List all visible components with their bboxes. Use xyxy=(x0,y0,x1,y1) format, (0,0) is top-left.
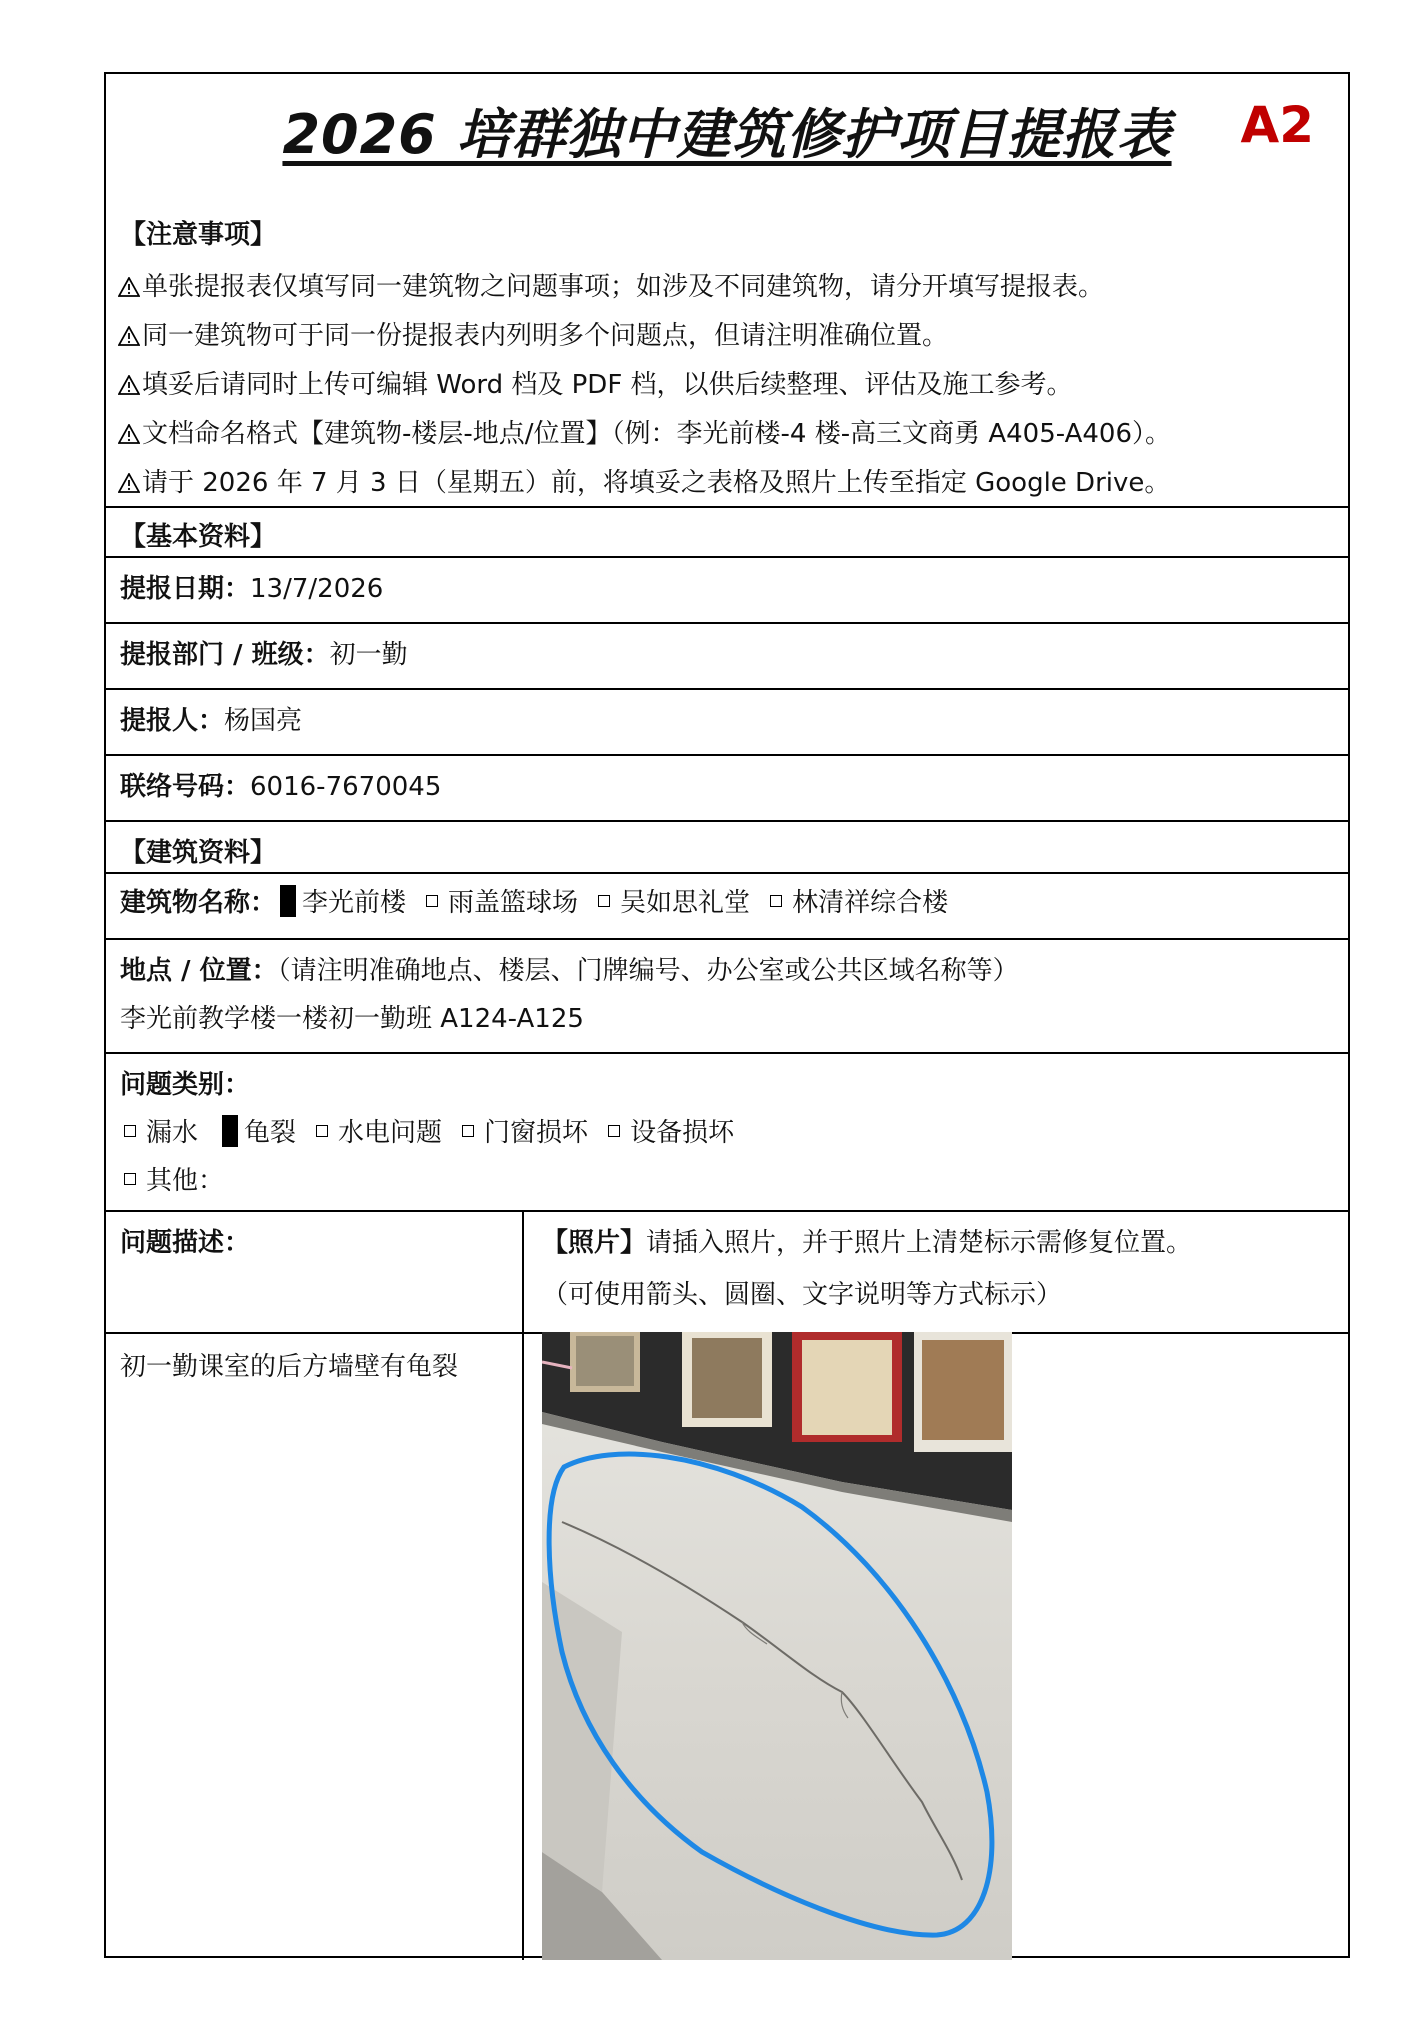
checkbox-empty[interactable] xyxy=(608,1125,620,1137)
warning-icon xyxy=(118,375,140,395)
description-label: 问题描述： xyxy=(120,1228,251,1258)
department-label: 提报部门 / 班级： xyxy=(120,640,330,670)
checkbox-empty[interactable] xyxy=(598,895,610,907)
building-option: 李光前楼 xyxy=(302,888,407,918)
notice-text: 单张提报表仅填写同一建筑物之问题事项；如涉及不同建筑物，请分开填写提报表。 xyxy=(142,272,1105,302)
warning-icon xyxy=(118,326,140,346)
checkbox-empty[interactable] xyxy=(426,895,438,907)
notice-text: 文档命名格式【建筑物-楼层-地点/位置】（例：李光前楼-4 楼-高三文商勇 A405-A406）。 xyxy=(142,419,1171,449)
building-option: 林清祥综合楼 xyxy=(792,888,949,918)
building-option: 雨盖篮球场 xyxy=(448,888,579,918)
checkbox-empty[interactable] xyxy=(462,1125,474,1137)
location-label: 地点 / 位置： xyxy=(120,956,278,986)
location-value[interactable]: 李光前教学楼一楼初一勤班 A124-A125 xyxy=(120,1004,584,1034)
photo-heading: 【照片】 xyxy=(542,1228,647,1258)
title-row xyxy=(106,74,1348,174)
report-date-label: 提报日期： xyxy=(120,574,251,604)
checkbox-checked[interactable] xyxy=(280,885,296,917)
department-row xyxy=(106,622,1348,688)
basic-heading-row xyxy=(106,506,1348,556)
warning-icon xyxy=(118,473,140,493)
category-option: 漏水 xyxy=(146,1118,199,1148)
building-name-label: 建筑物名称： xyxy=(120,888,277,918)
category-row xyxy=(106,1052,1348,1210)
form-code: A2 xyxy=(1240,96,1314,154)
notice-item xyxy=(118,413,1171,450)
building-heading: 【建筑资料】 xyxy=(120,838,277,868)
notice-text: 填妥后请同时上传可编辑 Word 档及 PDF 档，以供后续整理、评估及施工参考。 xyxy=(142,370,1073,400)
location-hint: （请注明准确地点、楼层、门牌编号、办公室或公共区域名称等） xyxy=(277,956,1019,986)
building-name-row xyxy=(106,872,1348,938)
phone-value[interactable]: 6016-7670045 xyxy=(250,772,442,802)
location-row xyxy=(106,938,1348,1052)
checkbox-empty[interactable] xyxy=(770,895,782,907)
other-label: 其他： xyxy=(146,1166,225,1196)
notice-text: 同一建筑物可于同一份提报表内列明多个问题点，但请注明准确位置。 xyxy=(142,321,949,351)
category-option: 水电问题 xyxy=(338,1118,443,1148)
report-date-value[interactable]: 13/7/2026 xyxy=(250,574,384,604)
description-value[interactable]: 初一勤课室的后方墙壁有龟裂 xyxy=(120,1352,459,1382)
category-option: 龟裂 xyxy=(244,1118,297,1148)
category-option: 门窗损坏 xyxy=(484,1118,589,1148)
crack-photo xyxy=(542,1332,1012,1960)
department-value[interactable]: 初一勤 xyxy=(329,640,408,670)
notice-item xyxy=(118,266,1104,303)
report-date-row xyxy=(106,556,1348,622)
category-label: 问题类别： xyxy=(120,1070,251,1100)
reporter-value[interactable]: 杨国亮 xyxy=(224,706,303,736)
description-header-row xyxy=(106,1210,1348,1332)
basic-heading: 【基本资料】 xyxy=(120,522,277,552)
checkbox-empty[interactable] xyxy=(124,1125,136,1137)
column-divider xyxy=(522,1210,524,1960)
notice-item xyxy=(118,462,1170,499)
notice-text: 请于 2026 年 7 月 3 日（星期五）前，将填妥之表格及照片上传至指定 Google Drive。 xyxy=(142,468,1171,498)
notice-heading: 【注意事项】 xyxy=(120,220,277,250)
warning-icon xyxy=(118,277,140,297)
warning-icon xyxy=(118,424,140,444)
phone-label: 联络号码： xyxy=(120,772,251,802)
notice-item xyxy=(118,364,1073,401)
report-form xyxy=(104,72,1350,1958)
notice-item xyxy=(118,315,948,352)
checkbox-empty[interactable] xyxy=(124,1173,136,1185)
building-option: 吴如思礼堂 xyxy=(620,888,751,918)
category-option: 设备损坏 xyxy=(630,1118,735,1148)
building-heading-row xyxy=(106,820,1348,872)
photo-hint: （可使用箭头、圆圈、文字说明等方式标示） xyxy=(542,1280,1063,1310)
reporter-label: 提报人： xyxy=(120,706,225,736)
phone-row xyxy=(106,754,1348,820)
form-title: 2026 培群独中建筑修护项目提报表 xyxy=(282,103,1172,166)
wall-crack-image xyxy=(542,1332,1012,1960)
checkbox-checked[interactable] xyxy=(222,1115,238,1147)
photo-instruction: 请插入照片，并于照片上清楚标示需修复位置。 xyxy=(646,1228,1193,1258)
checkbox-empty[interactable] xyxy=(316,1125,328,1137)
reporter-row xyxy=(106,688,1348,754)
